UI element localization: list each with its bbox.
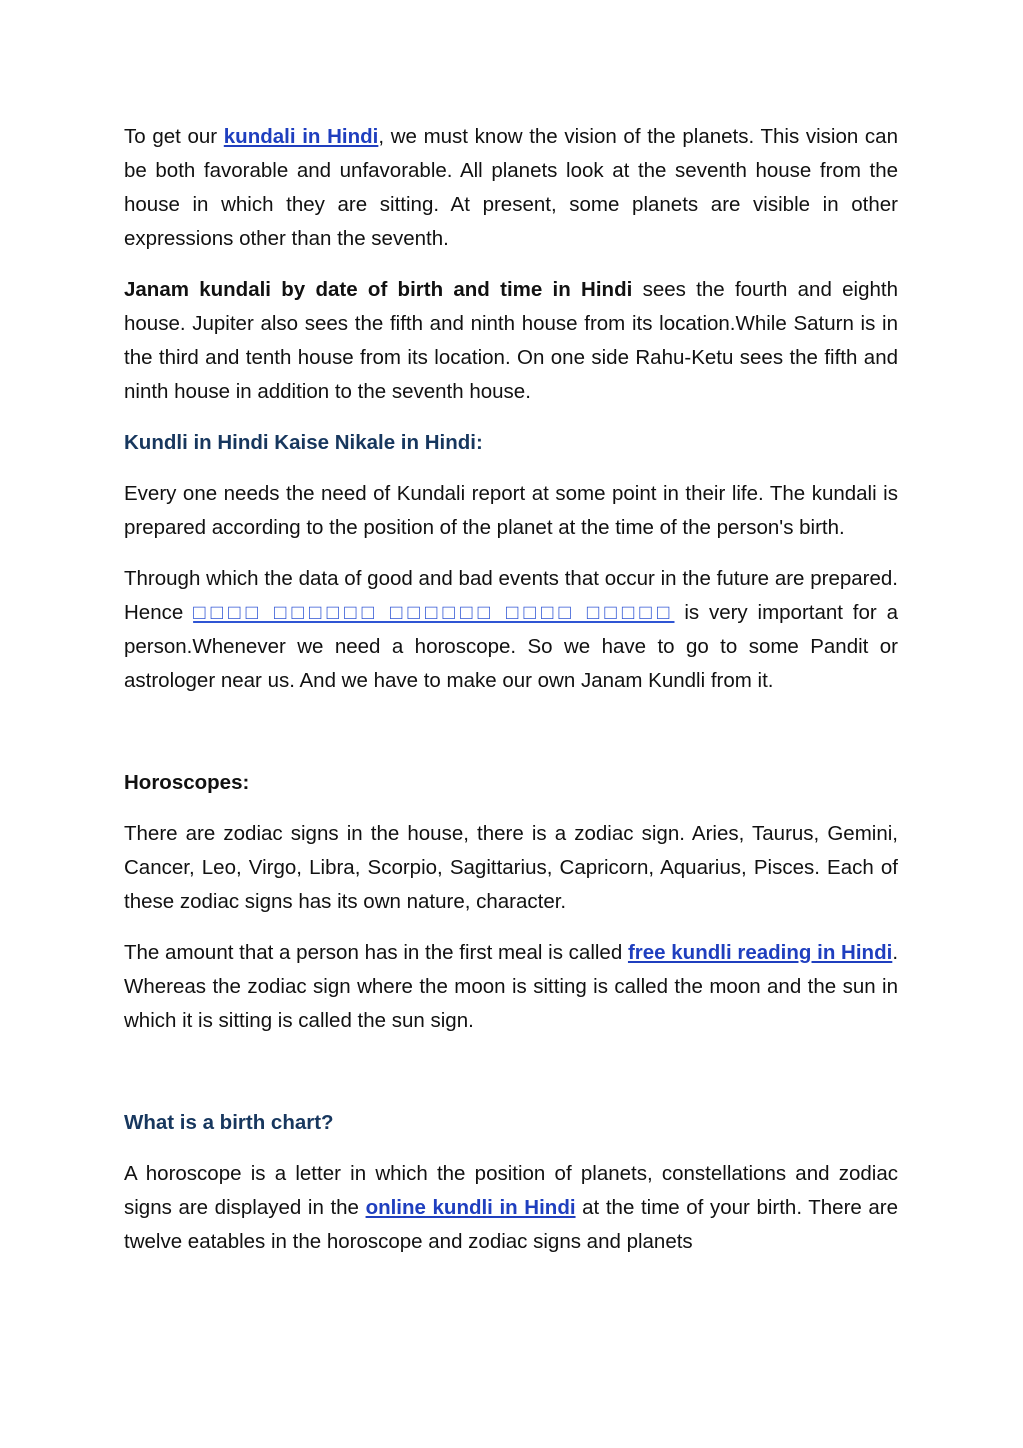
hindi-kundli-link[interactable]: □□□□ □□□□□□ □□□□□□ □□□□ □□□□□ — [193, 601, 675, 624]
paragraph-zodiac-signs: There are zodiac signs in the house, there is a zodiac sign. Aries, Taurus, Gemini, Cancer, Leo, Virgo, Libra, Scorpio, Sagittarius, Capricorn, Aquarius, Pisces. Each of these zodiac signs has its own nature, character. — [124, 822, 898, 913]
online-kundli-link[interactable]: online kundli in Hindi — [365, 1196, 576, 1219]
bold-phrase: Janam kundali by date of birth and time in Hindi — [124, 278, 633, 301]
spacer — [124, 715, 898, 766]
free-kundli-reading-link[interactable]: free kundli reading in Hindi — [627, 941, 893, 964]
document-page — [124, 120, 898, 1276]
paragraph-text: A horoscope is a letter in which the position of planets, constellations and zodiac signs are displayed in the — [124, 1162, 898, 1219]
paragraph-text: is very important for a person.Whenever we need a horoscope. So we have to go to some Pandit or astrologer near us. And we have to make our own Janam Kundli from it. — [124, 601, 898, 692]
paragraph-text: . Whereas the zodiac sign where the moon is sitting is called the moon and the sun in which it is sitting is called the sun sign. — [124, 941, 899, 1032]
kundali-in-hindi-link[interactable]: kundali in Hindi — [223, 125, 379, 148]
paragraph-text: , we must know the vision of the planets. This vision can be both favorable and unfavorable. All planets look at the seventh house from the house in which they are sitting. At present, some planets are visible in other expressions other than the seventh. — [124, 125, 898, 250]
paragraph-birth-chart — [124, 1157, 898, 1259]
heading-birth-chart: What is a birth chart? — [124, 1111, 334, 1134]
paragraph-future-events — [124, 562, 898, 698]
paragraph-text: To get our — [124, 125, 224, 148]
heading-horoscopes: Horoscopes: — [124, 771, 250, 794]
heading-kundli-kaise-nikale: Kundli in Hindi Kaise Nikale in Hindi: — [124, 431, 483, 454]
paragraph-text: The amount that a person has in the first meal is called — [124, 941, 628, 964]
paragraph-janam-kundali — [124, 273, 898, 409]
paragraph-kundali-report: Every one needs the need of Kundali report at some point in their life. The kundali is prepared according to the position of the planet at the time of the person's birth. — [124, 482, 898, 539]
spacer — [124, 1055, 898, 1106]
paragraph-text: at the time of your birth. There are twelve eatables in the horoscope and zodiac signs and planets — [124, 1196, 899, 1253]
paragraph-first-meal — [124, 936, 898, 1038]
paragraph-intro — [124, 120, 898, 256]
paragraph-text: Through which the data of good and bad events that occur in the future are prepared. Hence — [124, 567, 898, 624]
paragraph-text: sees the fourth and eighth house. Jupiter also sees the fifth and ninth house from its location.While Saturn is in the third and tenth house from its location. On one side Rahu-Ketu sees the fifth and ninth house in addition to the seventh house. — [124, 278, 898, 403]
